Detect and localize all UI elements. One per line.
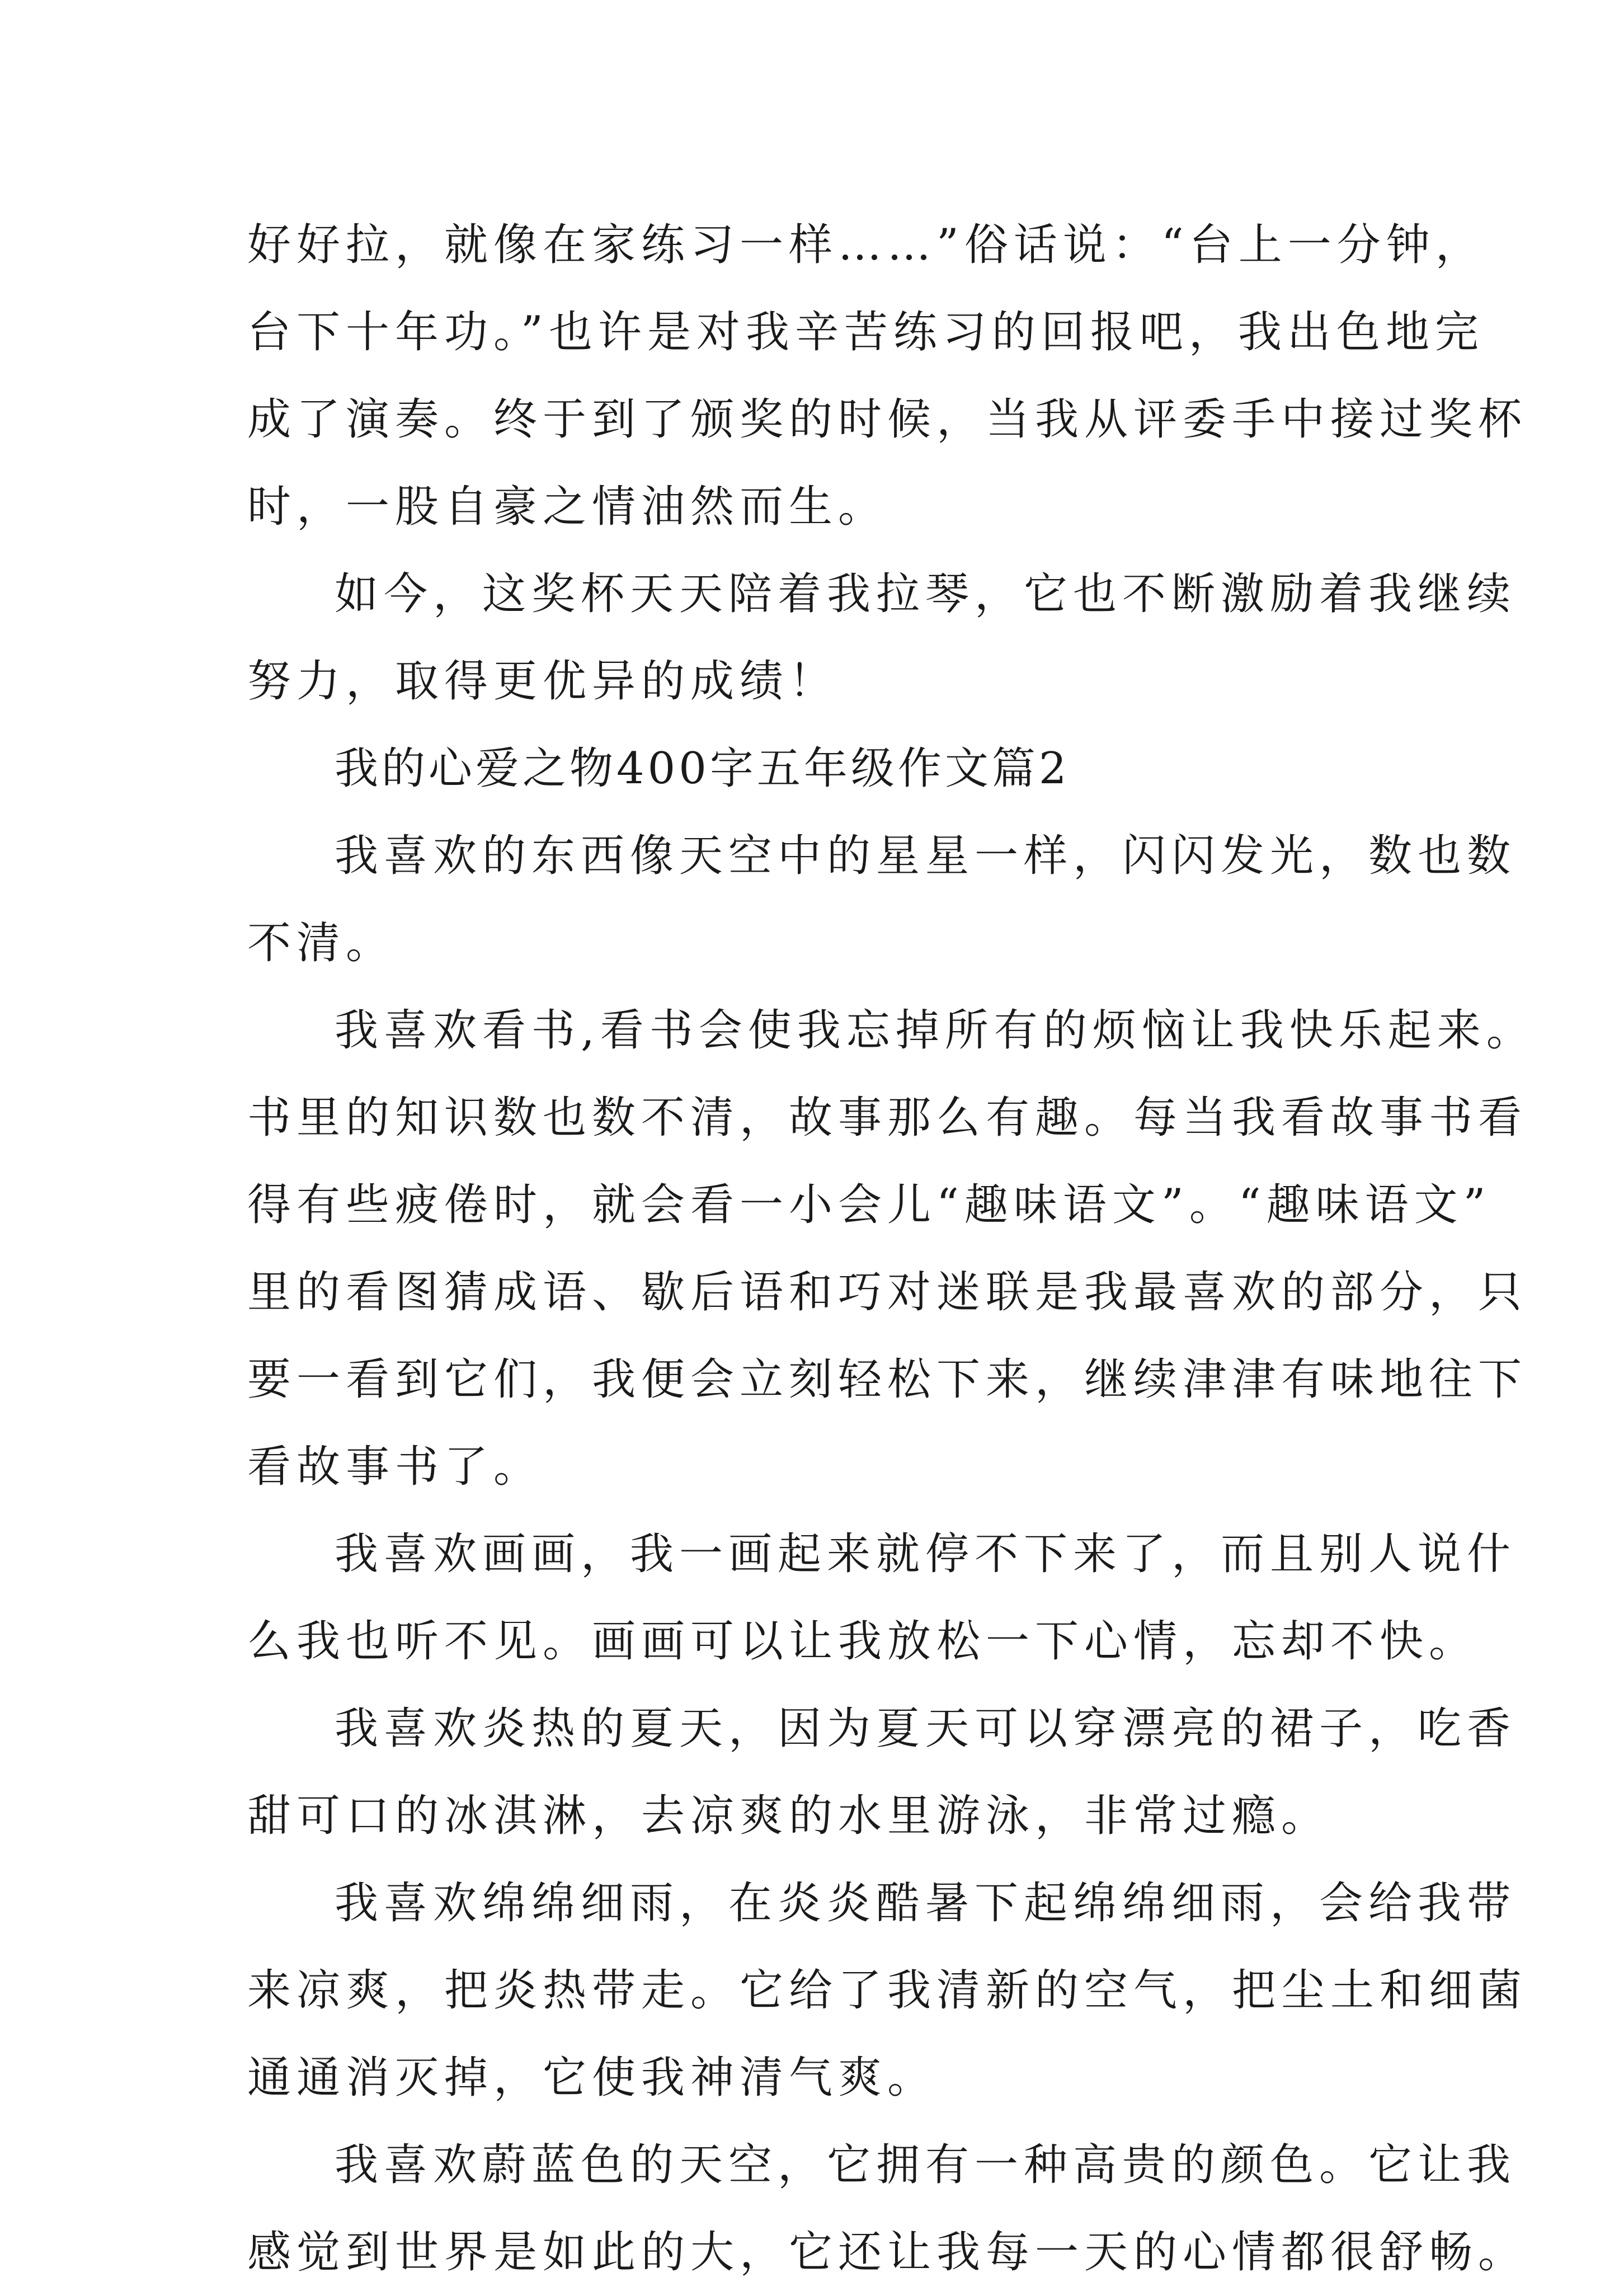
text-line: 不清。 [247,918,396,968]
text-line: 台下十年功。”也许是对我辛苦练习的回报吧，我出色地完 [247,307,1484,357]
paragraph-first-line: 我喜欢的东西像天空中的星星一样，闪闪发光，数也数 [335,831,1517,881]
text-line: 甜可口的冰淇淋，去凉爽的水里游泳，非常过瘾。 [247,1791,1331,1841]
text-line: 时，一股自豪之情油然而生。 [247,482,888,532]
text-line: 感觉到世界是如此的大，它还让我每一天的心情都很舒畅。 [247,2227,1528,2278]
paragraph-first-line: 我喜欢绵绵细雨，在炎炎酷暑下起绵绵细雨，会给我带 [335,1878,1517,1928]
text-line: 里的看图猜成语、歇后语和巧对迷联是我最喜欢的部分，只 [247,1267,1528,1318]
text-line: 通通消灭掉，它使我神清气爽。 [247,2053,937,2103]
paragraph-first-line: 我喜欢蔚蓝色的天空，它拥有一种高贵的颜色。它让我 [335,2140,1517,2190]
text-line: 成了演奏。终于到了颁奖的时候，当我从评委手中接过奖杯 [247,394,1528,445]
text-line: 要一看到它们，我便会立刻轻松下来，继续津津有味地往下 [247,1354,1528,1405]
section-heading: 我的心爱之物400字五年级作文篇2 [335,744,1070,794]
paragraph-first-line: 如今，这奖杯天天陪着我拉琴，它也不断激励着我继续 [335,569,1517,619]
text-line: 得有些疲倦时，就会看一小会儿“趣味语文”。“趣味语文” [247,1180,1491,1230]
paragraph-first-line: 我喜欢看书,看书会使我忘掉所有的烦恼让我快乐起来。 [335,1005,1536,1056]
paragraph-first-line: 我喜欢画画，我一画起来就停不下来了，而且别人说什 [335,1529,1517,1579]
essay-body [247,201,1536,2296]
text-line: 努力，取得更优异的成绩！ [247,656,839,707]
text-line: 好好拉，就像在家练习一样……”俗话说：“台上一分钟， [247,220,1485,270]
text-line: 书里的知识数也数不清，故事那么有趣。每当我看故事书看 [247,1093,1528,1143]
text-line: 看故事书了。 [247,1442,543,1492]
text-line: 么我也听不见。画画可以让我放松一下心情，忘却不快。 [247,1616,1479,1667]
paragraph-first-line: 我喜欢炎热的夏天，因为夏天可以穿漂亮的裙子，吃香 [335,1704,1517,1754]
text-line: 来凉爽，把炎热带走。它给了我清新的空气，把尘土和细菌 [247,1965,1528,2016]
